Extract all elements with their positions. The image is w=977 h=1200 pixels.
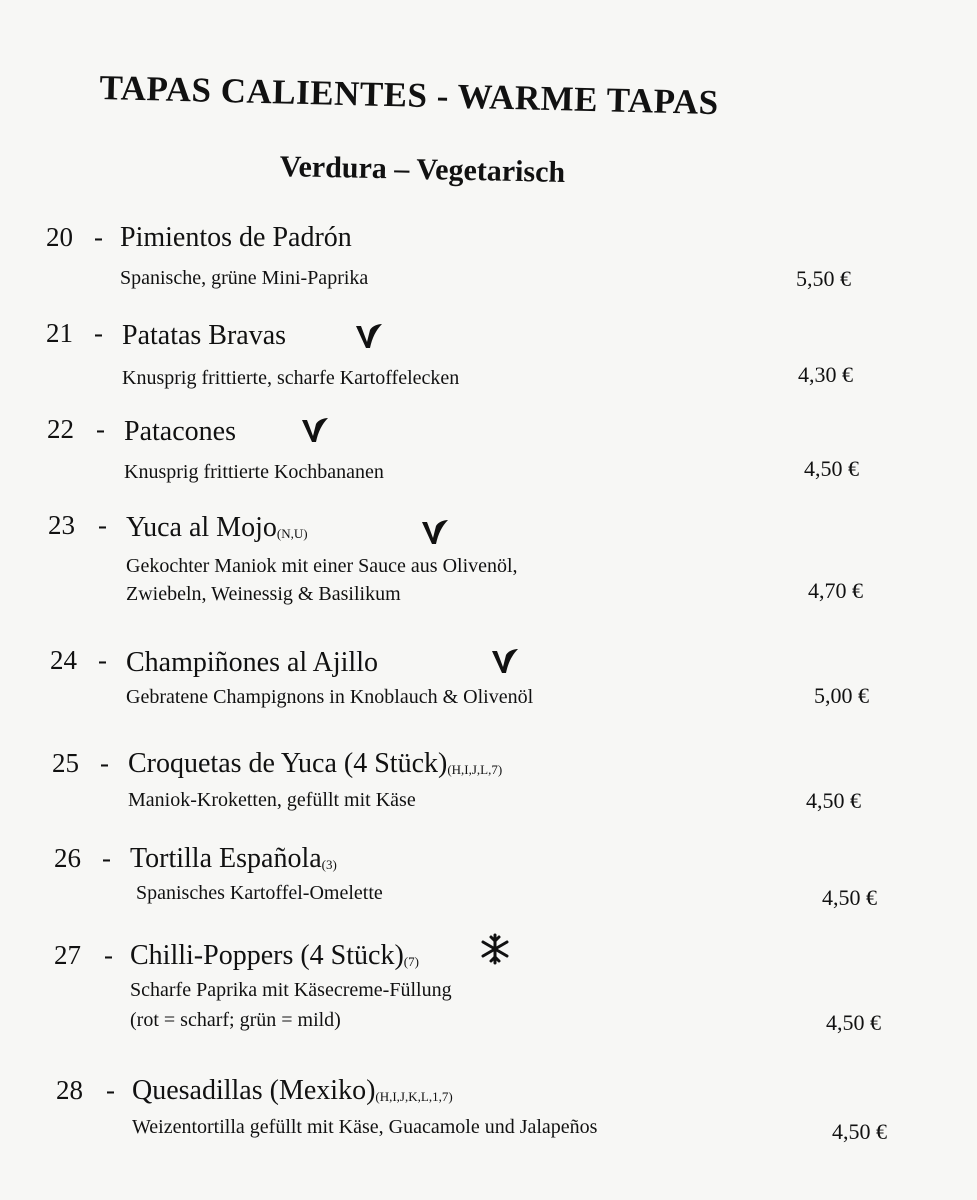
menu-item	[0, 645, 977, 735]
item-name	[126, 647, 378, 679]
item-name	[122, 320, 286, 352]
vegan-leaf-icon	[488, 643, 522, 677]
item-description: Gekochter Maniok mit einer Sauce aus Olivenöl,	[126, 555, 518, 577]
item-name-text: Croquetas de Yuca (4 Stück)	[128, 748, 448, 779]
item-price: 4,70 €	[808, 578, 863, 603]
item-name	[124, 416, 236, 448]
item-dash: -	[94, 222, 103, 252]
menu-item	[0, 1073, 977, 1163]
item-dash: -	[98, 510, 107, 540]
item-name-text: Quesadillas (Mexiko)	[132, 1075, 376, 1106]
item-name	[132, 1075, 453, 1107]
item-number: 25	[52, 748, 79, 778]
item-allergens: (3)	[321, 857, 337, 872]
item-price: 5,00 €	[814, 683, 869, 708]
item-name-text: Pimientos de Padrón	[120, 222, 352, 253]
item-price: 4,50 €	[826, 1010, 881, 1035]
item-allergens: (H,I,J,L,7)	[447, 762, 503, 777]
vegan-leaf-icon	[352, 318, 386, 352]
item-dash: -	[102, 843, 111, 873]
item-name	[130, 940, 419, 972]
vegan-leaf-icon	[418, 514, 452, 548]
item-dash: -	[106, 1075, 115, 1105]
item-name-text: Patatas Bravas	[122, 320, 287, 351]
item-description: Scharfe Paprika mit Käsecreme-Füllung	[130, 979, 452, 1001]
item-number: 21	[46, 318, 73, 348]
item-price: 4,50 €	[804, 456, 859, 481]
item-allergens: (N,U)	[276, 526, 308, 541]
section-subtitle: Verdura – Vegetarisch	[279, 150, 566, 189]
menu-item	[0, 414, 977, 504]
item-dash: -	[98, 645, 107, 675]
item-name-text: Tortilla Española	[130, 843, 322, 874]
item-description: Knusprig frittierte Kochbananen	[124, 461, 384, 483]
item-price: 5,50 €	[796, 266, 851, 291]
item-allergens: (7)	[403, 954, 419, 969]
item-allergens: (H,I,J,K,L,1,7)	[375, 1089, 453, 1104]
item-dash: -	[96, 414, 105, 444]
menu-item	[0, 510, 977, 610]
menu-item	[0, 938, 977, 1038]
item-number: 20	[46, 222, 73, 252]
item-number: 24	[50, 645, 77, 675]
item-description: Spanische, grüne Mini-Paprika	[120, 267, 369, 289]
page-title: TAPAS CALIENTES - WARME TAPAS	[99, 68, 720, 123]
menu-item	[0, 843, 977, 933]
item-description: Maniok-Kroketten, gefüllt mit Käse	[128, 789, 416, 811]
item-number: 22	[47, 414, 74, 444]
item-description: Spanisches Kartoffel-Omelette	[136, 882, 383, 904]
item-dash: -	[104, 940, 113, 970]
item-number: 23	[48, 510, 75, 540]
item-dash: -	[100, 748, 109, 778]
item-number: 26	[54, 843, 81, 873]
item-description: Weizentortilla gefüllt mit Käse, Guacamole und Jalapeños	[132, 1116, 598, 1138]
item-name-text: Champiñones al Ajillo	[126, 647, 378, 678]
item-name	[128, 748, 502, 780]
item-description-line2: Zwiebeln, Weinessig & Basilikum	[126, 583, 401, 605]
item-name	[126, 512, 308, 544]
item-price: 4,50 €	[822, 885, 877, 910]
menu-item	[0, 222, 977, 312]
item-name-text: Chilli-Poppers (4 Stück)	[130, 940, 404, 971]
item-name-text: Yuca al Mojo	[126, 512, 277, 543]
menu-item	[0, 748, 977, 838]
vegan-leaf-icon	[298, 412, 332, 446]
snowflake-icon	[478, 932, 512, 966]
menu-item	[0, 318, 977, 408]
item-number: 28	[56, 1075, 83, 1105]
item-name	[120, 222, 352, 254]
item-description: Gebratene Champignons in Knoblauch & Olivenöl	[126, 686, 534, 708]
item-number: 27	[54, 940, 81, 970]
item-name-text: Patacones	[124, 416, 236, 447]
item-description: Knusprig frittierte, scharfe Kartoffelecken	[122, 367, 460, 389]
item-dash: -	[94, 318, 103, 348]
item-price: 4,50 €	[806, 788, 861, 813]
item-price: 4,30 €	[798, 362, 853, 387]
item-name	[130, 843, 337, 875]
item-price: 4,50 €	[832, 1119, 887, 1144]
item-description-line2: (rot = scharf; grün = mild)	[130, 1009, 341, 1031]
